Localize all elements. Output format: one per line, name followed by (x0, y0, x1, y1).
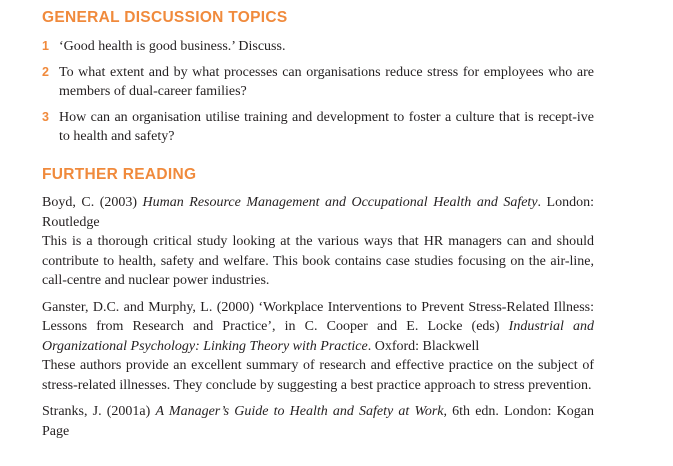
reading-entry (42, 402, 594, 441)
page-content (42, 8, 594, 441)
citation-authors: Stranks, J. (2001a) (42, 404, 156, 419)
discussion-item-number: 1 (42, 39, 49, 53)
citation-title: A Manager’s Guide to Health and Safety at Work (155, 404, 444, 419)
discussion-item (42, 63, 594, 101)
citation-authors: Ganster, D.C. and Murphy, L. (2000) ‘Workplace Interventions to Prevent Stress-Related Illness: Lessons from Research and Practice’, in C. Cooper and E. Locke (eds) (42, 299, 594, 334)
citation-authors: Boyd, C. (2003) (42, 195, 143, 210)
reading-entry (42, 193, 594, 291)
discussion-item-text: ‘Good health is good business.’ Discuss. (59, 39, 286, 54)
citation-publisher: . Oxford: Blackwell (367, 338, 480, 354)
reading-description: These authors provide an excellent summary of research and effective practice on the subject of stress-related illnesses. They conclude by suggesting a best practice approach to stress prevention. (42, 358, 594, 393)
citation-title: Industrial and Organizational Psychology: Linking Theory with Practice (42, 319, 594, 354)
discussion-item (42, 108, 594, 146)
citation-title: Human Resource Management and Occupational Health and Safety (142, 195, 538, 210)
reading-heading: FURTHER READING (42, 166, 197, 183)
discussion-item-text: To what extent and by what processes can organisations reduce stress for employees who are members of dual-career families? (59, 65, 594, 99)
discussion-heading: GENERAL DISCUSSION TOPICS (42, 9, 288, 26)
discussion-item-text: How can an organisation utilise training and development to foster a culture that is recept-ive to health and safety? (59, 110, 594, 144)
reading-citation (42, 193, 594, 232)
discussion-list (42, 37, 594, 146)
discussion-item (42, 37, 594, 56)
discussion-item-number: 3 (42, 110, 49, 124)
discussion-item-number: 2 (42, 65, 49, 79)
reading-entry (42, 298, 594, 396)
reading-citation (42, 402, 594, 441)
reading-citation (42, 298, 594, 357)
citation-publisher: . London: Routledge (42, 195, 595, 230)
citation-publisher: , 6th edn. London: Kogan Page (42, 404, 594, 439)
reading-description: This is a thorough critical study looking at the various ways that HR managers can and should contribute to health, safety and welfare. This book contains case studies focusing on the air-line, call-centre and nuclear power industries. (42, 234, 594, 288)
